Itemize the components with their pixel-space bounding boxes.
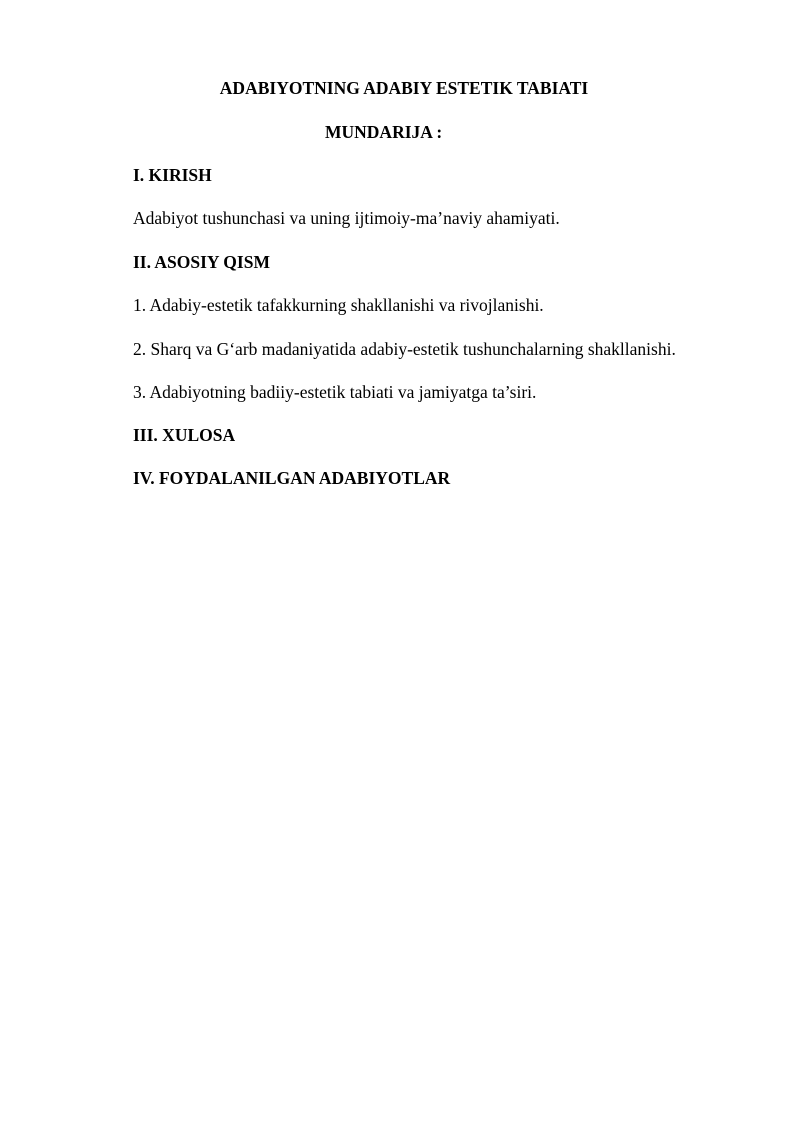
toc-entry: Adabiyot tushunchasi va uning ijtimoiy-ma’naviy ahamiyati. bbox=[133, 208, 560, 228]
toc-entry: 3. Adabiyotning badiiy-estetik tabiati va jamiyatga ta’siri. bbox=[133, 382, 537, 402]
document-title: ADABIYOTNING ADABIY ESTETIK TABIATI bbox=[219, 78, 589, 98]
toc-entry: 1. Adabiy-estetik tafakkurning shakllanishi va rivojlanishi. bbox=[133, 295, 544, 315]
section-heading-introduction: I. KIRISH bbox=[133, 165, 212, 185]
section-heading-conclusion: III. XULOSA bbox=[133, 425, 236, 445]
toc-entry: 2. Sharq va G‘arb madaniyatida adabiy-estetik tushunchalarning shakllanishi. bbox=[133, 339, 676, 359]
section-heading-main-part: II. ASOSIY QISM bbox=[133, 252, 270, 272]
table-of-contents-heading: MUNDARIJA : bbox=[325, 122, 443, 142]
section-heading-references: IV. FOYDALANILGAN ADABIYOTLAR bbox=[133, 468, 451, 488]
